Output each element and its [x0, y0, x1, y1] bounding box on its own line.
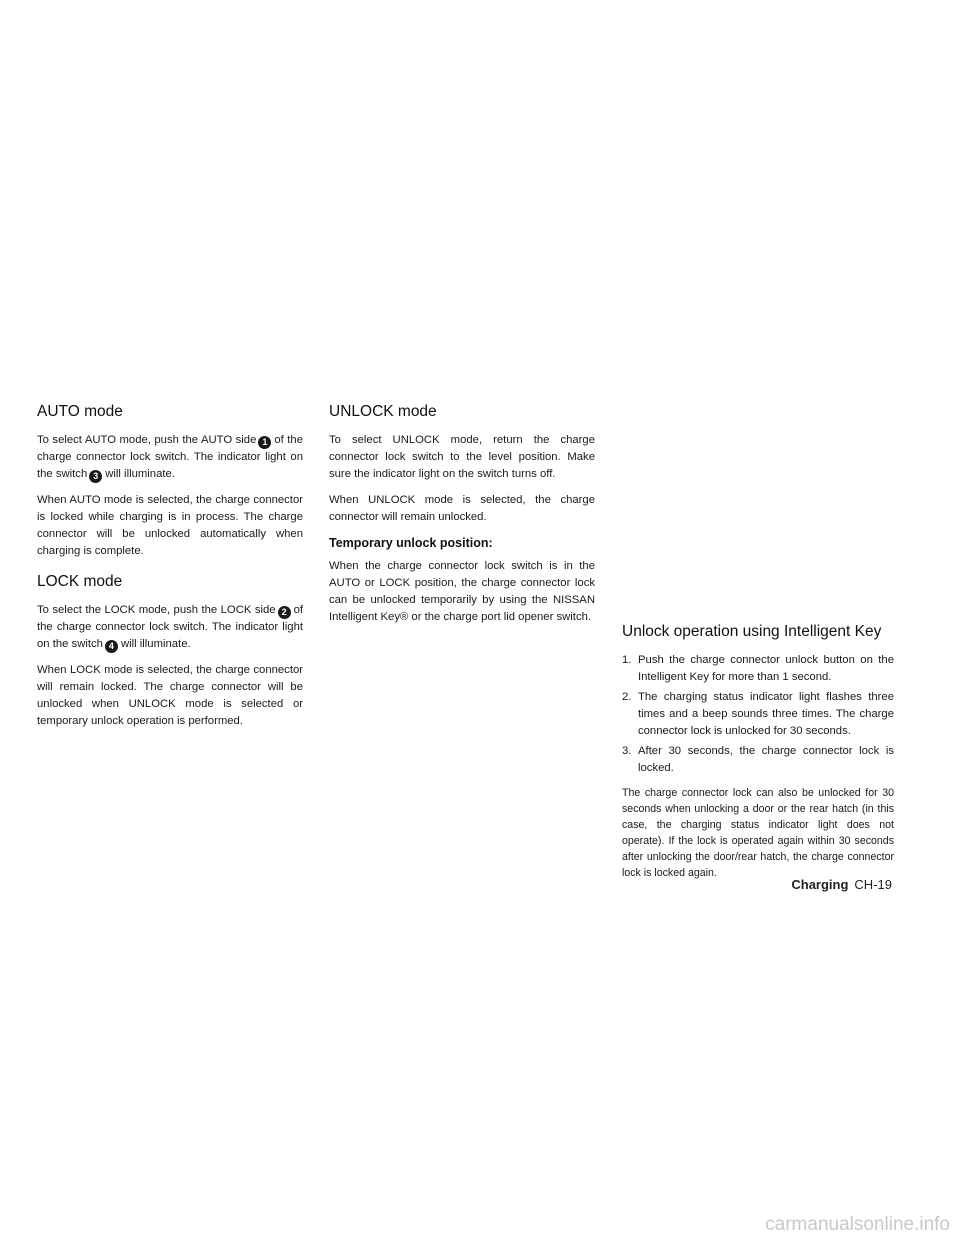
lock-mode-paragraph-2: When LOCK mode is selected, the charge connector will remain locked. The charge connector will be unlocked when UNLOCK mode is selected or temporary unlock operation is performed. [37, 664, 303, 727]
page-number: CH-19 [854, 877, 892, 892]
column-middle [329, 402, 595, 635]
list-item: 1. Push the charge connector unlock button on the Intelligent Key for more than 1 second. [622, 654, 894, 683]
auto-mode-paragraph-1: To select AUTO mode, push the AUTO side 1 of the charge connector lock switch. The indicator light on the switch 3 will illuminate. [37, 434, 304, 481]
callout-2-icon: 2 [278, 606, 291, 619]
footer-section-title: Charging [791, 877, 849, 892]
column-left [37, 402, 303, 739]
column-right [622, 622, 894, 881]
auto-mode-paragraph-2: When AUTO mode is selected, the charge connector is locked while charging is in process. The charge connector will be unlocked automatically when charging is complete. [37, 494, 303, 557]
unlock-mode-heading: UNLOCK mode [329, 403, 437, 420]
callout-1-icon: 1 [258, 436, 271, 449]
intelligent-key-steps [622, 652, 894, 777]
list-item: 3. After 30 seconds, the charge connector lock is locked. [622, 745, 894, 774]
intelligent-key-heading: Unlock operation using Intelligent Key [622, 623, 882, 640]
lock-mode-heading: LOCK mode [37, 573, 123, 590]
lock-mode-paragraph-1: To select the LOCK mode, push the LOCK side 2 of the charge connector lock switch. The indicator light on the switch 4 will illuminate. [37, 604, 303, 651]
list-item: 2. The charging status indicator light flashes three times and a beep sounds three times. The charge connector lock is unlocked for 30 seconds. [622, 691, 894, 737]
unlock-mode-paragraph-1: To select UNLOCK mode, return the charge connector lock switch to the level position. Make sure the indicator light on the switch turns off. [329, 434, 595, 480]
watermark: carmanualsonline.info [0, 1208, 960, 1242]
temporary-unlock-subheading: Temporary unlock position: [329, 536, 493, 550]
auto-mode-heading: AUTO mode [37, 403, 123, 420]
temporary-unlock-paragraph: When the charge connector lock switch is in the AUTO or LOCK position, the charge connector lock can be unlocked temporarily by using the NISSAN Intelligent Key® or the charge port lid opener switch. [329, 560, 595, 623]
unlock-mode-paragraph-2: When UNLOCK mode is selected, the charge connector will remain unlocked. [329, 494, 595, 523]
callout-4-icon: 4 [105, 640, 118, 653]
callout-3-icon: 3 [89, 470, 102, 483]
intelligent-key-note: The charge connector lock can also be unlocked for 30 seconds when unlocking a door or the rear hatch (in this case, the charging status indicator light does not operate). If the lock is operated again within 30 seconds after unlocking the door/rear hatch, the charge connector lock is locked again. [622, 787, 894, 879]
page-footer [791, 877, 892, 892]
